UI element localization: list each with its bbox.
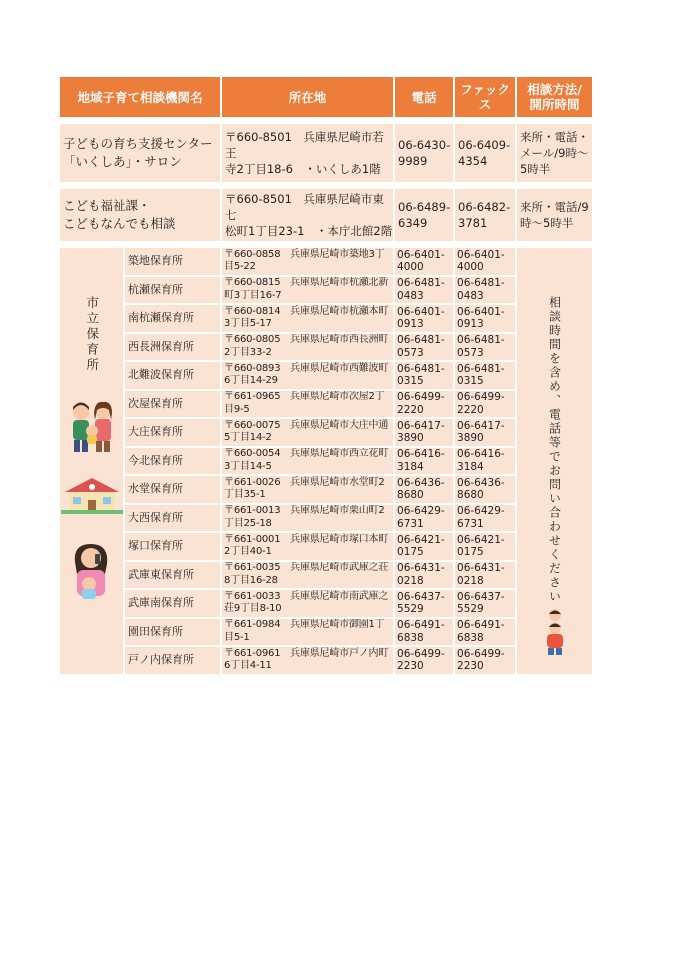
method-line1: 来所・電話/9 <box>520 200 589 214</box>
fax-line1: 06-6417- <box>457 419 505 432</box>
nursery-tel <box>395 562 453 589</box>
fax-line1: 06-6481- <box>457 362 505 375</box>
nursery-address <box>222 334 393 361</box>
table-row <box>60 391 592 418</box>
fax-line2: 0913 <box>457 318 484 331</box>
nursery-address <box>222 305 393 332</box>
table-row <box>60 476 592 503</box>
nursery-name: 築地保育所 <box>125 248 220 275</box>
table-row <box>60 590 592 617</box>
nursery-fax <box>455 619 515 646</box>
tel-line1: 06-6416- <box>397 448 445 461</box>
nursery-fax <box>455 505 515 532</box>
nursery-tel <box>395 334 453 361</box>
fax-line1: 06-6416- <box>457 448 505 461</box>
address-line1: 〒661-0965 兵庫県尼崎市次屋2丁 <box>224 391 385 403</box>
nursery-address <box>222 647 393 674</box>
nursery-address <box>222 590 393 617</box>
tel-line1: 06-6417- <box>397 419 445 432</box>
table-row <box>60 248 592 275</box>
fax-line2: 3890 <box>457 432 484 445</box>
address-line2: 5丁目14-2 <box>224 432 272 444</box>
tel-line2: 0483 <box>397 289 424 302</box>
org-tel <box>395 124 453 182</box>
nursery-fax <box>455 590 515 617</box>
nursery-tel <box>395 476 453 503</box>
fax-line1: 06-6499- <box>457 391 505 404</box>
nursery-name: 杭瀬保育所 <box>125 277 220 304</box>
nursery-name: 北難波保育所 <box>125 362 220 389</box>
nursery-name: 南杭瀬保育所 <box>125 305 220 332</box>
tel-line2: 6838 <box>397 631 424 644</box>
fax-line2: 0218 <box>457 574 484 587</box>
address-line1: 〒660-0815 兵庫県尼崎市杭瀬北新 <box>224 277 389 289</box>
method-line1: 来所・電話・ <box>520 130 590 144</box>
nursery-name: 水堂保育所 <box>125 476 220 503</box>
table-row <box>60 533 592 560</box>
nursery-name: 戸ノ内保育所 <box>125 647 220 674</box>
table-row <box>60 647 592 674</box>
header-method <box>517 77 592 117</box>
tel-line2: 2220 <box>397 403 424 416</box>
table-row <box>60 562 592 589</box>
tel-line2: 9989 <box>398 154 428 168</box>
tel-line2: 2230 <box>397 660 424 673</box>
org-name-line2: こどもなんでも相談 <box>63 216 176 231</box>
table-row <box>60 305 592 332</box>
address-line1: 〒660-0814 兵庫県尼崎市杭瀬本町 <box>224 305 389 317</box>
fax-line1: 06-6401- <box>457 248 505 261</box>
tel-line2: 6349 <box>398 216 428 230</box>
nursery-tel <box>395 277 453 304</box>
fax-line1: 06-6421- <box>457 533 505 546</box>
tel-line1: 06-6429- <box>397 505 445 518</box>
nursery-name: 西長洲保育所 <box>125 334 220 361</box>
nursery-tel <box>395 305 453 332</box>
header-method-text: 相談方法/開所時間 <box>527 82 582 112</box>
fax-line2: 5529 <box>457 603 484 616</box>
address-line2: 2丁目40-1 <box>224 546 272 558</box>
table-row <box>60 619 592 646</box>
tel-line1: 06-6499- <box>397 647 445 660</box>
nursery-note-cell <box>517 248 592 674</box>
address-line1: 〒660-0805 兵庫県尼崎市西長洲町 <box>224 334 389 346</box>
table-row <box>60 448 592 475</box>
nursery-fax <box>455 476 515 503</box>
tel-line1: 06-6430- <box>398 138 451 152</box>
header-address: 所在地 <box>222 77 393 117</box>
header-fax: ファックス <box>455 77 515 117</box>
nursery-tel <box>395 533 453 560</box>
nursery-address <box>222 419 393 446</box>
address-line2: 3丁目14-5 <box>224 460 272 472</box>
fax-line1: 06-6429- <box>457 505 505 518</box>
fax-line1: 06-6437- <box>457 590 505 603</box>
header-row <box>60 77 592 117</box>
nursery-address <box>222 248 393 275</box>
fax-line1: 06-6481- <box>457 334 505 347</box>
fax-line2: 2220 <box>457 403 484 416</box>
fax-line2: 3781 <box>458 216 488 230</box>
address-line1: 〒660-0054 兵庫県尼崎市西立花町 <box>224 448 389 460</box>
nursery-fax <box>455 533 515 560</box>
nursery-tel <box>395 362 453 389</box>
address-line1: 〒660-0075 兵庫県尼崎市大庄中通 <box>224 419 389 431</box>
nursery-fax <box>455 391 515 418</box>
tel-line2: 3184 <box>397 460 424 473</box>
nursery-name: 今北保育所 <box>125 448 220 475</box>
address-line1: 〒661-0035 兵庫県尼崎市武庫之荘 <box>224 562 389 574</box>
tel-line1: 06-6481- <box>397 362 445 375</box>
tel-line2: 0175 <box>397 546 424 559</box>
fax-line1: 06-6409- <box>458 138 511 152</box>
nursery-fax <box>455 448 515 475</box>
nursery-name: 大西保育所 <box>125 505 220 532</box>
org-name-line1: こども福祉課・ <box>63 198 151 213</box>
tel-line2: 0573 <box>397 346 424 359</box>
address-line2: 町3丁目16-7 <box>224 289 282 301</box>
org-address <box>222 189 393 241</box>
mother-phone-illustration-icon <box>65 540 119 602</box>
nursery-tel <box>395 419 453 446</box>
nursery-fax <box>455 305 515 332</box>
nursery-name: 園田保育所 <box>125 619 220 646</box>
table-row <box>60 277 592 304</box>
address-line2: 6丁目14-29 <box>224 375 278 387</box>
org-name <box>60 189 220 241</box>
fax-line2: 4000 <box>457 261 484 274</box>
tel-line2: 0315 <box>397 375 424 388</box>
nursery-fax <box>455 562 515 589</box>
nursery-address <box>222 476 393 503</box>
nursery-tel <box>395 590 453 617</box>
address-line2: 荘9丁目8-10 <box>224 603 282 615</box>
fax-line1: 06-6401- <box>457 305 505 318</box>
address-line2: 丁目35-1 <box>224 489 266 501</box>
tel-line1: 06-6499- <box>397 391 445 404</box>
tel-line1: 06-6489- <box>398 200 451 214</box>
fax-line1: 06-6431- <box>457 562 505 575</box>
tel-line2: 6731 <box>397 517 424 530</box>
family-illustration-icon <box>65 398 119 458</box>
nursery-tel <box>395 448 453 475</box>
nursery-fax <box>455 362 515 389</box>
tel-line2: 0218 <box>397 574 424 587</box>
org-fax <box>455 124 515 182</box>
table-row <box>60 419 592 446</box>
address-line2: 2丁目33-2 <box>224 346 272 358</box>
nursery-address <box>222 277 393 304</box>
nursery-tel <box>395 248 453 275</box>
tel-line1: 06-6431- <box>397 562 445 575</box>
consultation-table <box>58 75 594 676</box>
address-line1: 〒661-0033 兵庫県尼崎市南武庫之 <box>224 590 389 602</box>
nursery-fax <box>455 419 515 446</box>
fax-line2: 4354 <box>458 154 488 168</box>
address-line2: 丁目25-18 <box>224 517 272 529</box>
nursery-address <box>222 619 393 646</box>
org-tel <box>395 189 453 241</box>
nursery-name: 次屋保育所 <box>125 391 220 418</box>
address-line2: 寺2丁目18-6 ・いくしあ1階 <box>225 162 381 176</box>
address-line2: 松町1丁目23-1 ・本庁北館2階 <box>225 224 393 238</box>
nursery-fax <box>455 248 515 275</box>
method-line2: メール/9時～ <box>520 146 589 160</box>
address-line2: 8丁目16-28 <box>224 574 278 586</box>
fax-line2: 6838 <box>457 631 484 644</box>
header-tel: 電話 <box>395 77 453 117</box>
fax-line1: 06-6499- <box>457 647 505 660</box>
nursery-address <box>222 448 393 475</box>
method-line2: 時～5時半 <box>520 216 574 230</box>
nursery-tel <box>395 505 453 532</box>
nursery-name: 武庫東保育所 <box>125 562 220 589</box>
nursery-address <box>222 362 393 389</box>
tel-line2: 3890 <box>397 432 424 445</box>
nursery-tel <box>395 391 453 418</box>
nursery-name: 大庄保育所 <box>125 419 220 446</box>
tel-line1: 06-6401- <box>397 248 445 261</box>
tel-line2: 4000 <box>397 261 424 274</box>
org-name-line2: 「いくしあ」・サロン <box>63 154 182 169</box>
nursery-name: 塚口保育所 <box>125 533 220 560</box>
address-line1: 〒661-0026 兵庫県尼崎市水堂町2 <box>224 476 385 488</box>
nursery-address <box>222 391 393 418</box>
address-line1: 〒661-0984 兵庫県尼崎市御園1丁 <box>224 619 385 631</box>
method-line3: 5時半 <box>520 162 551 176</box>
tel-line1: 06-6436- <box>397 476 445 489</box>
nursery-fax <box>455 647 515 674</box>
table-row <box>60 362 592 389</box>
address-line1: 〒660-0893 兵庫県尼崎市西難波町 <box>224 362 389 374</box>
tel-line1: 06-6481- <box>397 277 445 290</box>
table-row <box>60 189 592 241</box>
address-line1: 〒661-0001 兵庫県尼崎市塚口本町 <box>224 533 389 545</box>
address-line1: 〒660-0858 兵庫県尼崎市築地3丁 <box>224 248 385 260</box>
org-name-line1: 子どもの育ち支援センター <box>63 136 213 151</box>
org-address <box>222 124 393 182</box>
nursery-group-cell <box>60 248 123 674</box>
tel-line1: 06-6421- <box>397 533 445 546</box>
address-line1: 〒661-0961 兵庫県尼崎市戸ノ内町 <box>224 647 389 659</box>
org-method <box>517 189 592 241</box>
org-fax <box>455 189 515 241</box>
fax-line2: 6731 <box>457 517 484 530</box>
header-org: 地域子育て相談機関名 <box>60 77 220 117</box>
nursery-tel <box>395 619 453 646</box>
nursery-address <box>222 533 393 560</box>
tel-line1: 06-6401- <box>397 305 445 318</box>
address-line1: 〒661-0013 兵庫県尼崎市栗山町2 <box>224 505 385 517</box>
nursery-group-label: 市立保育所 <box>84 296 100 374</box>
fax-line1: 06-6481- <box>457 277 505 290</box>
org-method <box>517 124 592 182</box>
address-line2: 目5-22 <box>224 261 256 273</box>
org-name <box>60 124 220 182</box>
tel-line1: 06-6437- <box>397 590 445 603</box>
fax-line1: 06-6436- <box>457 476 505 489</box>
fax-line1: 06-6482- <box>458 200 511 214</box>
tel-line2: 5529 <box>397 603 424 616</box>
address-line2: 目9-5 <box>224 403 250 415</box>
fax-line2: 0573 <box>457 346 484 359</box>
tel-line1: 06-6491- <box>397 619 445 632</box>
address-line2: 3丁目5-17 <box>224 318 272 330</box>
tel-line2: 8680 <box>397 489 424 502</box>
table-row <box>60 124 592 182</box>
fax-line2: 0175 <box>457 546 484 559</box>
fax-line2: 0315 <box>457 375 484 388</box>
nursery-tel <box>395 647 453 674</box>
nursery-address <box>222 505 393 532</box>
address-line2: 目5-1 <box>224 631 250 643</box>
fax-line2: 8680 <box>457 489 484 502</box>
tel-line1: 06-6481- <box>397 334 445 347</box>
address-line1: 〒660-8501 兵庫県尼崎市東七 <box>225 192 384 222</box>
fax-line2: 0483 <box>457 289 484 302</box>
parent-child-illustration-icon <box>541 608 569 656</box>
tel-line2: 0913 <box>397 318 424 331</box>
nursery-name: 武庫南保育所 <box>125 590 220 617</box>
table-row <box>60 505 592 532</box>
nursery-address <box>222 562 393 589</box>
address-line2: 6丁目4-11 <box>224 660 272 672</box>
nursery-building-icon <box>61 476 123 516</box>
address-line1: 〒660-8501 兵庫県尼崎市若王 <box>225 130 384 160</box>
nursery-fax <box>455 277 515 304</box>
fax-line2: 2230 <box>457 660 484 673</box>
table-row <box>60 334 592 361</box>
nursery-note: 相談時間を含め、電話等でお問い合わせください <box>547 296 562 604</box>
fax-line1: 06-6491- <box>457 619 505 632</box>
nursery-fax <box>455 334 515 361</box>
fax-line2: 3184 <box>457 460 484 473</box>
